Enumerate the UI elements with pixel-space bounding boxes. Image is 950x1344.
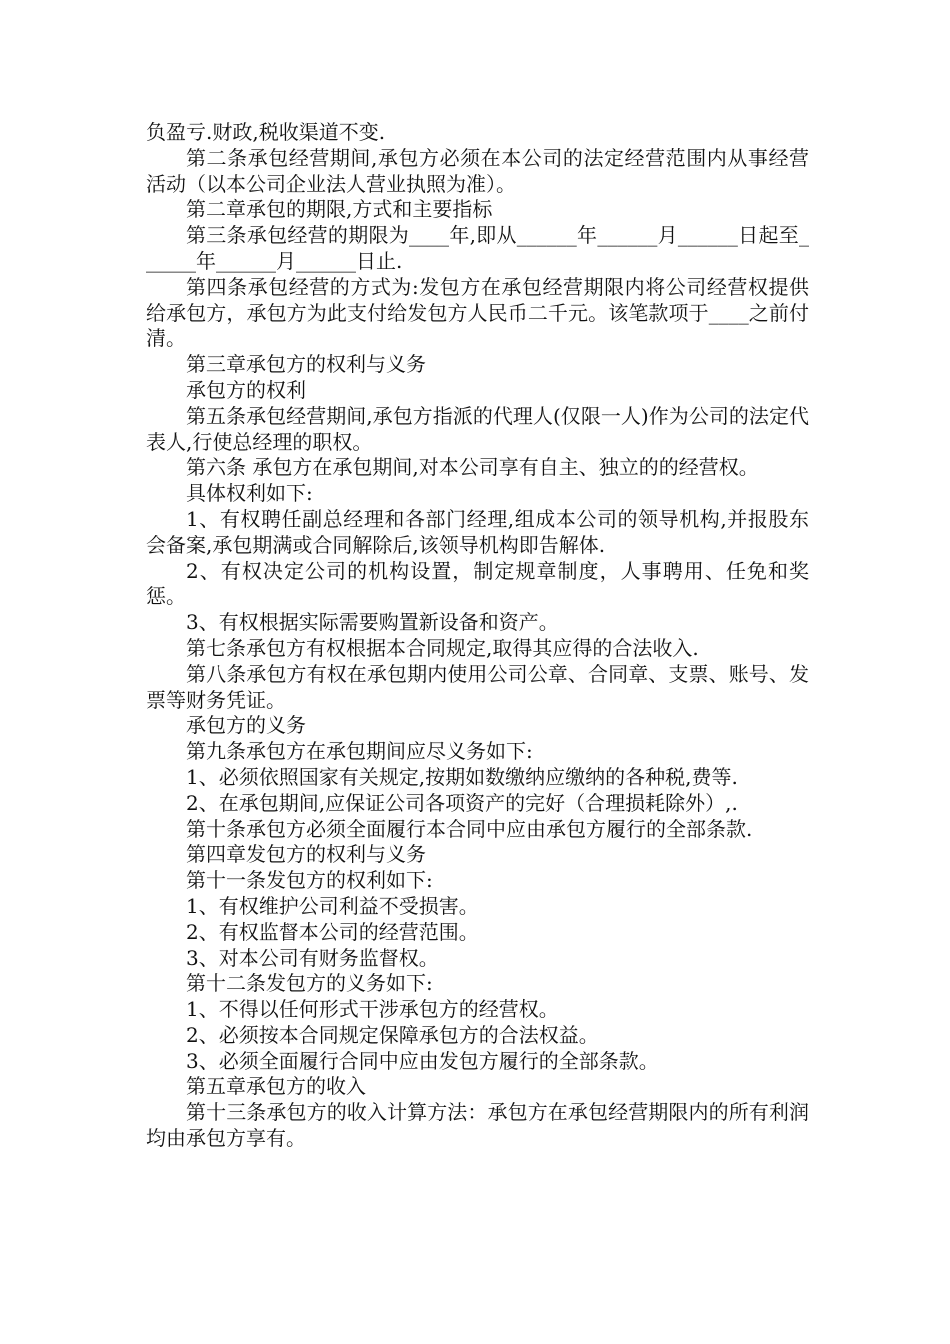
rights-intro: 具体权利如下: (186, 481, 313, 506)
article-13: 第十三条承包方的收入计算方法：承包方在承包经营期限内的所有利润均由承包方享有。 (146, 1100, 809, 1151)
article-3: 第三条承包经营的期限为____年,即从______年______月______日起至______年______月______日止. (146, 223, 809, 273)
article-2: 第二条承包经营期间,承包方必须在本公司的法定经营范围内从事经营活动（以本公司企业法人营业执照为准）。 (146, 145, 809, 196)
chapter-3-heading: 第三章承包方的权利与义务 (186, 352, 426, 377)
issuer-right-item-1: 1、有权维护公司利益不受损害。 (186, 893, 479, 918)
article-9: 第九条承包方在承包期间应尽义务如下: (186, 739, 533, 764)
article-12: 第十二条发包方的义务如下: (186, 971, 433, 996)
section-contractor-duties: 承包方的义务 (186, 713, 306, 738)
issuer-duty-item-3: 3、必须全面履行合同中应由发包方履行的全部条款。 (186, 1048, 659, 1073)
right-item-2: 2、有权决定公司的机构设置，制定规章制度，人事聘用、任免和奖惩。 (146, 558, 809, 609)
right-item-1: 1、有权聘任副总经理和各部门经理,组成本公司的领导机构,并报股东会备案,承包期满或合同解除后,该领导机构即告解体. (146, 506, 809, 557)
article-4: 第四条承包经营的方式为:发包方在承包经营期限内将公司经营权提供给承包方，承包方为此支付给发包方人民币二千元。该笔款项于____之前付清。 (146, 274, 809, 351)
article-10: 第十条承包方必须全面履行本合同中应由承包方履行的全部条款. (186, 816, 753, 841)
chapter-4-heading: 第四章发包方的权利与义务 (186, 842, 426, 867)
article-8: 第八条承包方有权在承包期内使用公司公章、合同章、支票、账号、发票等财务凭证。 (146, 661, 809, 712)
duty-item-2: 2、在承包期间,应保证公司各项资产的完好（合理损耗除外）,. (186, 790, 738, 815)
paragraph-continuation: 负盈亏.财政,税收渠道不变. (146, 120, 386, 144)
article-11: 第十一条发包方的权利如下: (186, 868, 433, 893)
issuer-duty-item-2: 2、必须按本合同规定保障承包方的合法权益。 (186, 1022, 599, 1047)
issuer-right-item-3: 3、对本公司有财务监督权。 (186, 945, 439, 970)
section-contractor-rights: 承包方的权利 (186, 377, 306, 402)
article-6: 第六条 承包方在承包期间,对本公司享有自主、独立的的经营权。 (186, 455, 759, 480)
issuer-right-item-2: 2、有权监督本公司的经营范围。 (186, 919, 479, 944)
article-5: 第五条承包经营期间,承包方指派的代理人(仅限一人)作为公司的法定代表人,行使总经理的职权。 (146, 403, 809, 454)
right-item-3: 3、有权根据实际需要购置新设备和资产。 (186, 610, 559, 635)
duty-item-1: 1、必须依照国家有关规定,按期如数缴纳应缴纳的各种税,费等. (186, 764, 738, 789)
document-page (146, 120, 809, 1152)
chapter-5-heading: 第五章承包方的收入 (186, 1074, 366, 1099)
issuer-duty-item-1: 1、不得以任何形式干涉承包方的经营权。 (186, 997, 559, 1022)
chapter-2-heading: 第二章承包的期限,方式和主要指标 (186, 197, 493, 222)
article-7: 第七条承包方有权根据本合同规定,取得其应得的合法收入. (186, 635, 699, 660)
